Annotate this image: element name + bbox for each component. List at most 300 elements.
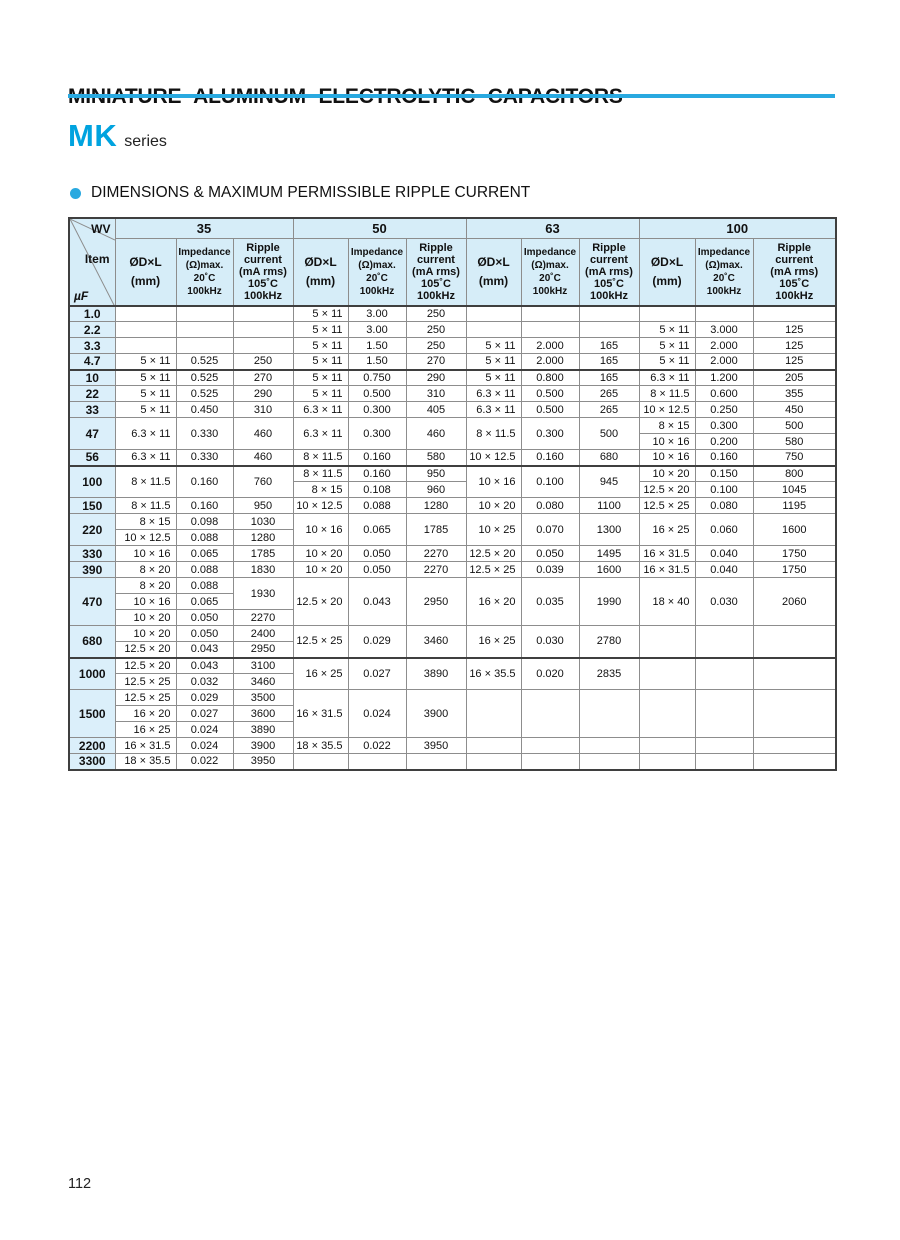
table-cell: 12.5 × 20 — [293, 578, 348, 626]
table-cell: 5 × 11 — [293, 354, 348, 370]
table-cell: 0.043 — [176, 658, 233, 674]
table-cell: 800 — [753, 466, 836, 482]
bullet-icon — [70, 188, 81, 199]
table-cell: 10 × 20 — [293, 546, 348, 562]
table-cell: 8 × 20 — [115, 578, 176, 594]
header-line: 105˚C — [421, 277, 451, 290]
table-cell: 5 × 11 — [639, 338, 695, 354]
table-cell — [753, 306, 836, 322]
table-cell: 205 — [753, 370, 836, 386]
header-line: (Ω)max. — [531, 259, 569, 271]
size-header-50 — [293, 238, 348, 306]
table-cell — [521, 754, 579, 770]
table-cell: 2835 — [579, 658, 639, 690]
table-cell: 5 × 11 — [293, 386, 348, 402]
header-line: ØD×L — [129, 254, 162, 269]
table-cell — [639, 754, 695, 770]
table-cell: 3900 — [406, 690, 466, 738]
table-cell: 5 × 11 — [115, 370, 176, 386]
table-cell: 3890 — [233, 722, 293, 738]
table-cell: 8 × 15 — [639, 418, 695, 434]
ripple-header-100 — [753, 238, 836, 306]
table-cell — [579, 690, 639, 738]
table-cell: 460 — [233, 450, 293, 466]
table-cell: 1750 — [753, 546, 836, 562]
table-cell — [753, 626, 836, 658]
table-cell: 0.022 — [348, 738, 406, 754]
header-line: 100kHz — [187, 285, 222, 297]
table-cell — [639, 626, 695, 658]
table-cell: 8 × 11.5 — [466, 418, 521, 450]
table-cell: 450 — [753, 402, 836, 418]
header-line: Impedance — [350, 246, 404, 258]
header-line: (Ω)max. — [705, 259, 743, 271]
table-cell: 0.160 — [176, 498, 233, 514]
item-cell: 220 — [69, 514, 115, 546]
table-cell — [466, 754, 521, 770]
table-cell — [695, 690, 753, 738]
table-cell: 3.00 — [348, 322, 406, 338]
table-cell — [115, 322, 176, 338]
table-cell: 0.029 — [176, 690, 233, 706]
table-cell: 1.50 — [348, 354, 406, 370]
table-cell: 5 × 11 — [115, 402, 176, 418]
table-cell: 12.5 × 25 — [115, 674, 176, 690]
header-line: 100kHz — [244, 289, 282, 302]
table-cell: 960 — [406, 482, 466, 498]
table-cell: 12.5 × 25 — [115, 690, 176, 706]
table-cell: 0.065 — [176, 594, 233, 610]
table-cell: 0.600 — [695, 386, 753, 402]
table-cell — [176, 338, 233, 354]
table-cell: 3950 — [406, 738, 466, 754]
table-row — [69, 546, 836, 562]
table-cell: 250 — [406, 306, 466, 322]
table-cell: 0.100 — [521, 466, 579, 498]
table-cell: 250 — [406, 338, 466, 354]
table-cell: 0.020 — [521, 658, 579, 690]
table-cell: 1.50 — [348, 338, 406, 354]
table-row — [69, 658, 836, 674]
header-line: 100kHz — [590, 289, 628, 302]
item-cell: 2.2 — [69, 322, 115, 338]
table-cell — [579, 322, 639, 338]
item-cell: 150 — [69, 498, 115, 514]
table-cell: 1045 — [753, 482, 836, 498]
table-cell: 6.3 × 11 — [466, 402, 521, 418]
header-line: (mm) — [130, 273, 161, 288]
header-line: ØD×L — [304, 254, 337, 269]
table-cell: 0.050 — [348, 562, 406, 578]
table-cell: 16 × 31.5 — [115, 738, 176, 754]
table-cell: 8 × 15 — [115, 514, 176, 530]
table-cell: 0.500 — [348, 386, 406, 402]
table-cell — [695, 658, 753, 690]
table-cell: 1600 — [579, 562, 639, 578]
header-line: 100kHz — [359, 285, 395, 297]
table-cell: 18 × 35.5 — [115, 754, 176, 770]
table-cell: 1100 — [579, 498, 639, 514]
table-row — [69, 322, 836, 338]
table-cell: 0.088 — [176, 530, 233, 546]
table-cell: 0.250 — [695, 402, 753, 418]
table-cell: 2.000 — [695, 338, 753, 354]
table-cell: 5 × 11 — [293, 322, 348, 338]
table-cell: 500 — [579, 418, 639, 450]
table-cell: 18 × 40 — [639, 578, 695, 626]
header-line: Impedance — [697, 246, 751, 258]
table-cell — [466, 306, 521, 322]
table-cell — [579, 738, 639, 754]
table-cell: 3.00 — [348, 306, 406, 322]
table-cell — [695, 754, 753, 770]
section-heading — [70, 184, 530, 202]
table-cell: 1300 — [579, 514, 639, 546]
header-row-sub — [69, 238, 836, 306]
table-cell: 290 — [233, 386, 293, 402]
table-cell: 10 × 20 — [466, 498, 521, 514]
table-cell: 5 × 11 — [293, 306, 348, 322]
table-cell: 500 — [753, 418, 836, 434]
table-cell: 3950 — [233, 754, 293, 770]
header-line: 100kHz — [706, 285, 742, 297]
table-cell — [695, 626, 753, 658]
ripple-header-63 — [579, 238, 639, 306]
table-cell: 265 — [579, 386, 639, 402]
table-cell — [753, 738, 836, 754]
table-cell: 5 × 11 — [466, 338, 521, 354]
table-row — [69, 338, 836, 354]
table-row — [69, 370, 836, 386]
table-cell — [466, 690, 521, 738]
table-row — [69, 578, 836, 594]
table-cell: 3.000 — [695, 322, 753, 338]
header-line: (Ω)max. — [185, 259, 224, 271]
table-cell: 1830 — [233, 562, 293, 578]
table-cell — [406, 754, 466, 770]
impedance-header-63 — [521, 238, 579, 306]
table-cell: 5 × 11 — [466, 354, 521, 370]
table-cell: 460 — [406, 418, 466, 450]
header-line: 20˚C — [713, 272, 735, 284]
table-cell: 5 × 11 — [639, 354, 695, 370]
table-cell: 0.065 — [176, 546, 233, 562]
table-row — [69, 690, 836, 706]
table-cell: 0.043 — [176, 642, 233, 658]
table-cell — [639, 658, 695, 690]
table-cell: 16 × 25 — [293, 658, 348, 690]
table-cell: 5 × 11 — [639, 322, 695, 338]
table-row — [69, 402, 836, 418]
table-cell — [176, 306, 233, 322]
item-cell: 330 — [69, 546, 115, 562]
header-line: current — [244, 253, 282, 266]
table-cell: 16 × 31.5 — [639, 562, 695, 578]
table-cell: 0.040 — [695, 546, 753, 562]
table-cell: 580 — [406, 450, 466, 466]
table-cell: 10 × 12.5 — [639, 402, 695, 418]
table-row — [69, 514, 836, 530]
table-row — [69, 418, 836, 434]
table-cell: 10 × 12.5 — [115, 530, 176, 546]
table-cell: 5 × 11 — [115, 354, 176, 370]
table-cell: 10 × 20 — [115, 626, 176, 642]
table-cell: 6.3 × 11 — [293, 418, 348, 450]
table-cell — [753, 754, 836, 770]
table-cell: 6.3 × 11 — [639, 370, 695, 386]
table-cell: 680 — [579, 450, 639, 466]
header-line: 20˚C — [539, 272, 561, 284]
table-cell: 16 × 20 — [115, 706, 176, 722]
table-cell: 125 — [753, 338, 836, 354]
table-cell: 1280 — [406, 498, 466, 514]
table-cell: 2270 — [406, 546, 466, 562]
header-line: (mA rms) — [412, 265, 460, 278]
item-cell: 56 — [69, 450, 115, 466]
table-cell: 950 — [233, 498, 293, 514]
corner-uf-label: µF — [74, 288, 89, 303]
table-cell: 0.080 — [695, 498, 753, 514]
table-cell — [348, 754, 406, 770]
table-cell — [695, 738, 753, 754]
series-suffix: series — [124, 133, 167, 150]
table-cell: 0.525 — [176, 370, 233, 386]
table-cell: 12.5 × 20 — [115, 658, 176, 674]
table-cell: 0.027 — [348, 658, 406, 690]
table-cell: 10 × 16 — [466, 466, 521, 498]
table-cell: 1280 — [233, 530, 293, 546]
header-line: Impedance — [178, 246, 231, 258]
table-cell: 0.024 — [176, 722, 233, 738]
table-cell — [115, 306, 176, 322]
table-cell: 125 — [753, 322, 836, 338]
header-line: 100kHz — [417, 289, 455, 302]
table-cell: 0.300 — [695, 418, 753, 434]
table-cell: 10 × 20 — [639, 466, 695, 482]
table-cell: 12.5 × 25 — [293, 626, 348, 658]
table-cell: 0.080 — [521, 498, 579, 514]
table-cell: 2270 — [233, 610, 293, 626]
table-cell: 2780 — [579, 626, 639, 658]
table-cell: 405 — [406, 402, 466, 418]
table-cell: 0.029 — [348, 626, 406, 658]
header-line: (mA rms) — [770, 265, 819, 278]
table-cell — [753, 690, 836, 738]
table-cell: 3460 — [406, 626, 466, 658]
table-cell — [293, 754, 348, 770]
header-row-wv — [69, 218, 836, 238]
table-cell: 1.200 — [695, 370, 753, 386]
table-row — [69, 738, 836, 754]
table-cell: 0.035 — [521, 578, 579, 626]
table-cell: 3900 — [233, 738, 293, 754]
table-cell: 165 — [579, 354, 639, 370]
dimensions-ripple-table — [68, 217, 837, 771]
table-cell: 5 × 11 — [293, 370, 348, 386]
table-cell: 10 × 16 — [639, 434, 695, 450]
table-cell: 6.3 × 11 — [115, 418, 176, 450]
table-cell: 6.3 × 11 — [115, 450, 176, 466]
item-cell: 2200 — [69, 738, 115, 754]
table-cell — [466, 738, 521, 754]
table-cell: 10 × 16 — [115, 546, 176, 562]
table-cell: 12.5 × 25 — [466, 562, 521, 578]
impedance-header-100 — [695, 238, 753, 306]
item-cell: 1000 — [69, 658, 115, 690]
header-line: (Ω)max. — [358, 259, 396, 271]
table-cell: 8 × 20 — [115, 562, 176, 578]
header-line: 100kHz — [532, 285, 568, 297]
table-cell: 0.300 — [348, 418, 406, 450]
voltage-header-50: 50 — [293, 218, 466, 238]
table-cell: 8 × 11.5 — [293, 466, 348, 482]
table-cell: 5 × 11 — [466, 370, 521, 386]
table-cell: 0.160 — [521, 450, 579, 466]
header-line: 105˚C — [248, 277, 278, 290]
table-cell: 12.5 × 20 — [466, 546, 521, 562]
item-cell: 470 — [69, 578, 115, 626]
item-cell: 10 — [69, 370, 115, 386]
table-cell — [233, 338, 293, 354]
table-cell — [233, 306, 293, 322]
table-cell: 0.088 — [176, 578, 233, 594]
ripple-header-35 — [233, 238, 293, 306]
page-number: 112 — [68, 1176, 92, 1192]
table-cell — [579, 306, 639, 322]
table-cell — [115, 338, 176, 354]
table-corner-cell — [69, 218, 115, 306]
item-cell: 1.0 — [69, 306, 115, 322]
table-cell: 270 — [233, 370, 293, 386]
table-cell: 16 × 25 — [466, 626, 521, 658]
table-row — [69, 306, 836, 322]
item-cell: 47 — [69, 418, 115, 450]
table-cell: 0.300 — [348, 402, 406, 418]
table-row — [69, 626, 836, 642]
table-cell: 310 — [233, 402, 293, 418]
table-cell: 1785 — [233, 546, 293, 562]
header-line: (mm) — [478, 273, 509, 288]
header-line: Ripple — [246, 241, 280, 254]
table-cell: 6.3 × 11 — [293, 402, 348, 418]
ripple-current-table-container — [68, 217, 837, 771]
table-cell: 125 — [753, 354, 836, 370]
size-header-35 — [115, 238, 176, 306]
table-cell: 0.032 — [176, 674, 233, 690]
table-cell: 1195 — [753, 498, 836, 514]
table-cell: 250 — [233, 354, 293, 370]
table-cell — [695, 306, 753, 322]
table-cell: 0.024 — [348, 690, 406, 738]
table-cell — [521, 306, 579, 322]
series-name: MK — [68, 118, 118, 153]
table-cell: 0.043 — [348, 578, 406, 626]
item-cell: 680 — [69, 626, 115, 658]
header-line: Ripple — [419, 241, 453, 254]
corner-item-label: Item — [84, 252, 110, 266]
item-cell: 390 — [69, 562, 115, 578]
item-cell: 33 — [69, 402, 115, 418]
table-cell: 10 × 20 — [293, 562, 348, 578]
table-cell: 2270 — [406, 562, 466, 578]
title-underline — [68, 94, 835, 98]
header-line: ØD×L — [477, 254, 510, 269]
table-cell: 16 × 31.5 — [293, 690, 348, 738]
table-cell: 1600 — [753, 514, 836, 546]
size-header-100 — [639, 238, 695, 306]
table-cell: 3500 — [233, 690, 293, 706]
table-cell: 16 × 25 — [639, 514, 695, 546]
header-line: current — [590, 253, 628, 266]
table-cell: 5 × 11 — [115, 386, 176, 402]
table-cell: 0.088 — [176, 562, 233, 578]
table-cell — [639, 738, 695, 754]
table-cell: 0.500 — [521, 402, 579, 418]
header-line: 20˚C — [366, 272, 388, 284]
header-line: 105˚C — [779, 277, 810, 290]
table-cell: 0.050 — [521, 546, 579, 562]
table-cell: 2950 — [406, 578, 466, 626]
table-cell: 460 — [233, 418, 293, 450]
table-cell: 355 — [753, 386, 836, 402]
item-cell: 1500 — [69, 690, 115, 738]
table-cell: 265 — [579, 402, 639, 418]
header-line: ØD×L — [650, 254, 684, 269]
table-cell: 2400 — [233, 626, 293, 642]
header-line: 100kHz — [775, 289, 814, 302]
table-cell: 10 × 25 — [466, 514, 521, 546]
table-cell: 10 × 16 — [115, 594, 176, 610]
table-cell: 8 × 11.5 — [293, 450, 348, 466]
size-header-63 — [466, 238, 521, 306]
table-cell: 165 — [579, 338, 639, 354]
table-cell: 1030 — [233, 514, 293, 530]
table-cell: 0.024 — [176, 738, 233, 754]
table-cell: 0.040 — [695, 562, 753, 578]
table-cell — [176, 322, 233, 338]
table-cell: 290 — [406, 370, 466, 386]
table-row — [69, 562, 836, 578]
header-line: Ripple — [777, 241, 812, 254]
table-cell: 750 — [753, 450, 836, 466]
table-cell: 2950 — [233, 642, 293, 658]
table-cell: 3100 — [233, 658, 293, 674]
table-cell — [233, 322, 293, 338]
voltage-header-63: 63 — [466, 218, 639, 238]
table-cell: 0.160 — [348, 466, 406, 482]
table-cell: 1930 — [233, 578, 293, 610]
table-cell: 3600 — [233, 706, 293, 722]
table-cell: 1990 — [579, 578, 639, 626]
header-line: (mm) — [305, 273, 336, 288]
table-cell: 2.000 — [521, 354, 579, 370]
table-cell: 0.022 — [176, 754, 233, 770]
table-cell: 945 — [579, 466, 639, 498]
table-cell — [639, 306, 695, 322]
table-cell: 2.000 — [695, 354, 753, 370]
table-cell: 1750 — [753, 562, 836, 578]
item-cell: 100 — [69, 466, 115, 498]
table-cell: 0.160 — [695, 450, 753, 466]
table-cell — [639, 690, 695, 738]
impedance-header-50 — [348, 238, 406, 306]
header-line: (mm) — [652, 273, 682, 288]
table-cell: 0.060 — [695, 514, 753, 546]
section-title: DIMENSIONS & MAXIMUM PERMISSIBLE RIPPLE CURRENT — [91, 184, 531, 201]
table-cell: 0.065 — [348, 514, 406, 546]
voltage-header-35: 35 — [115, 218, 293, 238]
table-cell: 950 — [406, 466, 466, 482]
